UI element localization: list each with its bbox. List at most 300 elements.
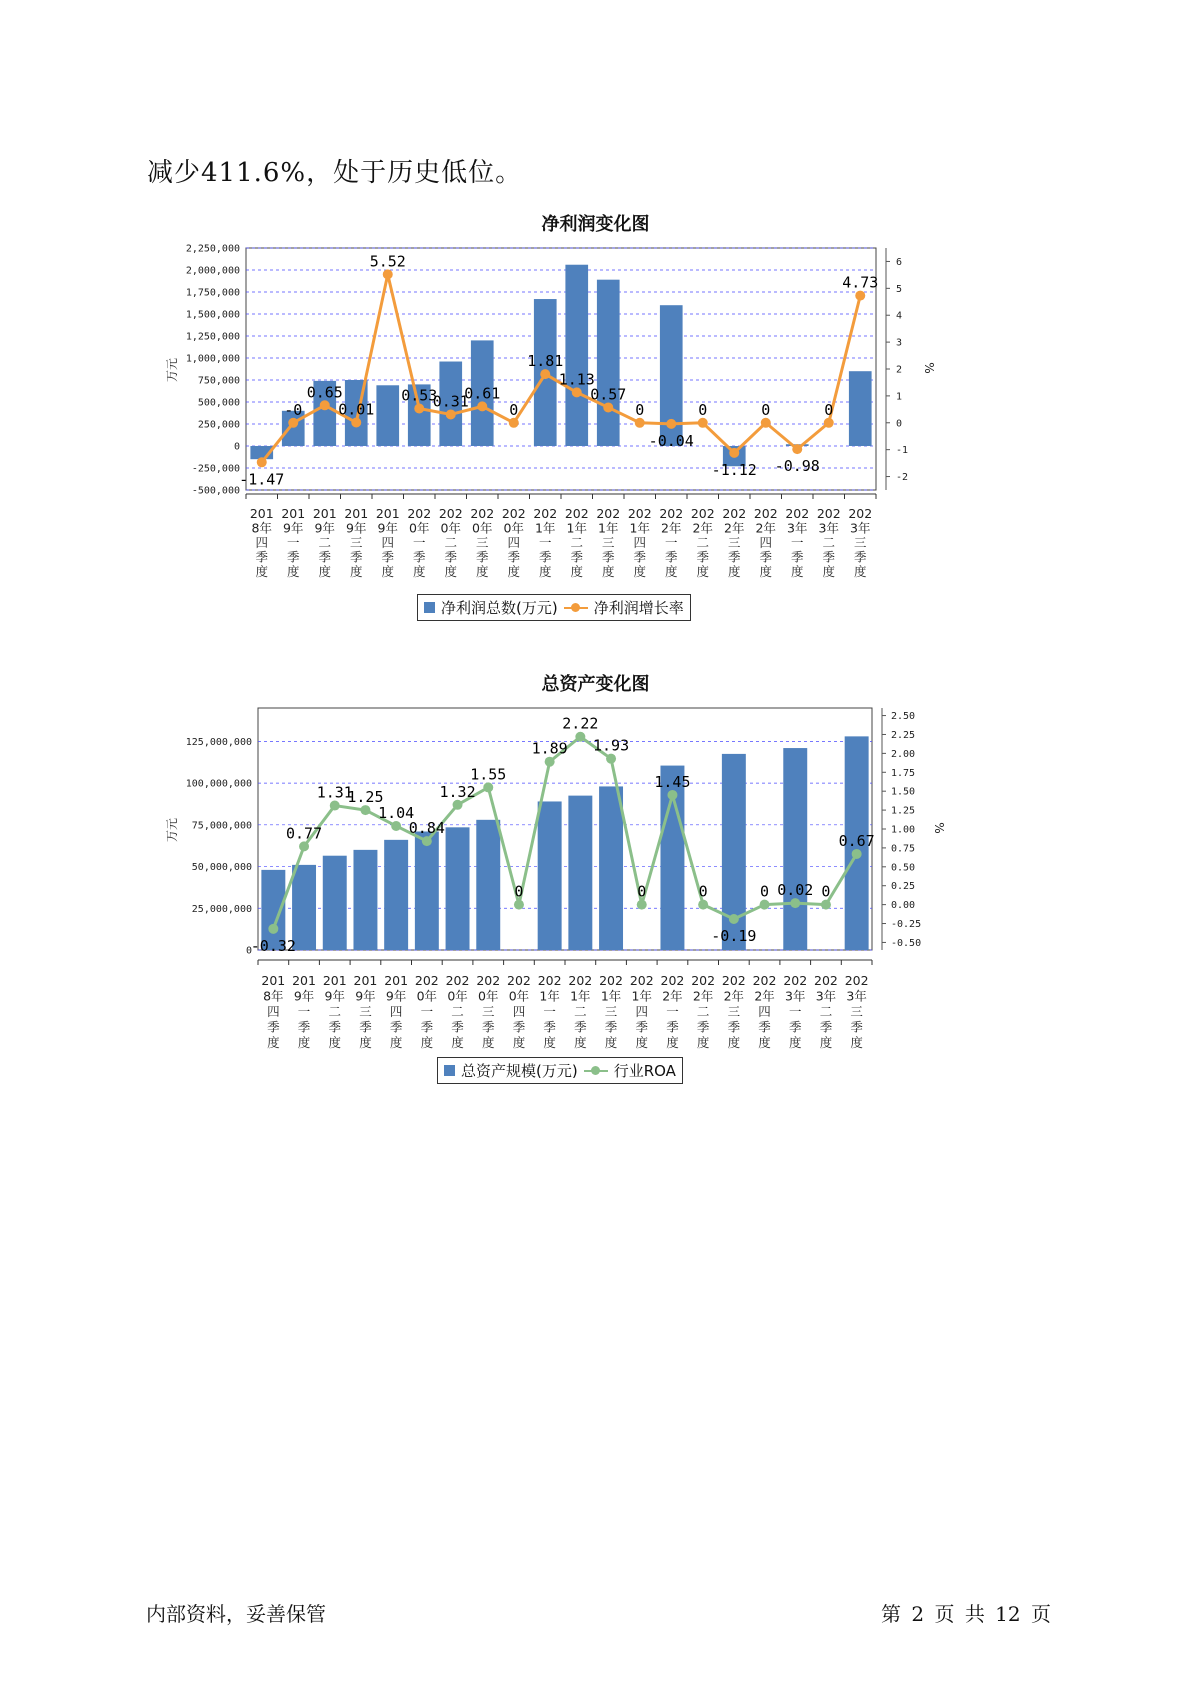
data-point [391,821,401,831]
x-tick-label: 季 [420,1019,434,1035]
x-tick-label: 季 [481,1019,495,1035]
x-tick-label: 季 [318,549,332,565]
x-tick-label: 202 [501,506,526,521]
x-tick-label: 202 [470,506,495,521]
x-tick-label: 202 [438,506,463,521]
x-tick-label: 三 [850,1004,863,1019]
x-tick-label: 二 [444,535,458,550]
x-tick-label: 202 [816,506,841,521]
x-tick-label: 四 [633,535,647,550]
x-tick-label: 度 [543,1035,556,1050]
x-tick-label: 3年 [850,520,871,536]
bar [323,856,347,950]
y-tick-label: 750,000 [197,375,240,387]
x-tick-label: 季 [538,549,552,565]
data-label: 0 [635,400,645,419]
data-label: 0.31 [432,392,469,411]
data-label: 0.61 [464,384,501,403]
x-tick-label: 1年 [570,988,591,1004]
x-tick-label: 度 [451,1035,464,1050]
x-tick-label: 季 [412,549,426,565]
x-tick-label: 202 [414,973,439,988]
x-tick-label: 202 [629,973,654,988]
bar [415,832,439,950]
x-tick-label: 度 [727,1035,741,1050]
y-axis-label: 万元 [165,357,179,383]
x-tick-label: 度 [318,564,332,579]
x-tick-label: 1年 [598,520,619,536]
x-tick-label: 2年 [661,520,682,536]
x-tick-label: 202 [659,506,684,521]
bar [446,827,470,950]
x-tick-label: 0年 [472,520,493,536]
footer-page-number: 第 2 页 共 12 页 [881,1602,1051,1626]
x-tick-label: 度 [328,1035,342,1050]
x-tick-label: 季 [451,1019,464,1035]
x-tick-label: 1年 [629,520,650,536]
x-tick-label: 201 [281,506,306,521]
footer-confidential: 内部资料，妥善保管 [146,1602,326,1626]
x-tick-label: 度 [538,564,552,579]
x-tick-label: 二 [822,535,836,550]
data-label: 4.73 [842,273,879,292]
data-label: 0 [824,400,834,419]
legend-line-swatch [584,1065,608,1076]
x-tick-label: 三 [481,1004,495,1019]
x-tick-label: 3年 [785,988,806,1004]
legend-label-growth: 净利润增长率 [593,599,684,617]
x-tick-label: 季 [543,1019,556,1035]
x-tick-label: 三 [601,535,615,550]
x-tick-label: 二 [570,535,584,550]
data-point [483,782,493,792]
x-tick-label: 度 [512,1035,526,1050]
x-tick-label: 201 [384,973,409,988]
x-tick-label: 201 [344,506,369,521]
x-tick-label: 0年 [440,520,461,536]
x-tick-label: 度 [267,1035,280,1050]
data-label: 0.02 [777,881,814,900]
x-tick-label: 季 [389,1019,403,1035]
x-tick-label: 201 [312,506,337,521]
data-label: 2.22 [562,714,599,733]
y-tick-label: 0 [245,945,252,957]
data-label: 0 [698,882,708,901]
data-label: 0 [514,882,524,901]
x-tick-label: 季 [633,549,647,565]
y2-tick-label: 0.00 [891,900,916,912]
y2-tick-label: 0.50 [891,862,916,874]
y2-tick-label: 4 [896,310,903,322]
x-tick-label: 9年 [314,520,335,536]
data-label: 0.57 [590,385,627,404]
data-label: 1.13 [558,370,595,389]
data-point [606,754,616,764]
x-tick-label: 季 [727,1019,741,1035]
x-tick-label: 季 [328,1019,342,1035]
y-tick-label: 100,000,000 [185,778,252,790]
data-point [575,732,585,742]
x-tick-label: 四 [758,1004,771,1019]
x-tick-label: 四 [267,1004,280,1019]
x-tick-label: 二 [696,1004,710,1019]
x-tick-label: 四 [512,1004,526,1019]
x-tick-label: 三 [853,535,867,550]
x-tick-label: 202 [445,973,470,988]
y2-tick-label: 1.75 [891,767,916,779]
x-tick-label: 一 [666,1004,679,1019]
bar [353,850,377,950]
x-tick-label: 季 [850,1019,863,1035]
y-tick-label: 25,000,000 [191,903,252,915]
x-tick-label: 3年 [818,520,839,536]
y2-tick-label: 2.50 [891,711,916,723]
y2-tick-label: 1 [896,391,903,403]
data-point [667,790,677,800]
x-tick-label: 202 [690,506,715,521]
x-tick-label: 0年 [508,988,530,1004]
x-tick-label: 度 [574,1035,587,1050]
y-tick-label: -250,000 [191,463,240,475]
x-tick-label: 二 [696,535,710,550]
x-tick-label: 0年 [416,988,438,1004]
y-tick-label: 75,000,000 [191,820,252,832]
x-tick-label: 0年 [503,520,524,536]
data-point [760,900,770,910]
x-tick-label: 二 [574,1004,587,1019]
x-tick-label: 202 [783,973,808,988]
data-label: 0 [509,400,519,419]
data-point [330,801,340,811]
x-tick-label: 202 [596,506,621,521]
x-tick-label: 度 [604,1035,618,1050]
x-tick-label: 度 [822,564,836,579]
data-point [790,898,800,908]
y-tick-label: 500,000 [197,397,240,409]
x-tick-label: 季 [255,549,269,565]
x-tick-label: 一 [543,1004,556,1019]
x-tick-label: 度 [389,1035,403,1050]
x-tick-label: 度 [475,564,489,579]
x-tick-label: 季 [790,549,804,565]
x-tick-label: 季 [666,1019,679,1035]
x-tick-label: 2年 [692,520,713,536]
x-tick-label: 季 [696,1019,710,1035]
data-label: 0.84 [408,819,445,838]
x-tick-label: 一 [788,1004,802,1019]
y2-tick-label: 2.25 [891,729,916,741]
x-tick-label: 度 [570,564,584,579]
x-tick-label: 9年 [377,520,398,536]
data-label: -1.12 [711,460,757,479]
x-tick-label: 9年 [283,520,304,536]
x-tick-label: 度 [420,1035,434,1050]
y2-tick-label: 2 [896,364,903,376]
intro-text: 减少411.6%，处于历史低位。 [147,158,523,188]
x-tick-label: 三 [475,535,489,550]
x-tick-label: 201 [292,973,316,988]
x-tick-label: 季 [822,549,836,565]
x-tick-label: 季 [286,549,300,565]
x-tick-label: 二 [451,1004,464,1019]
x-tick-label: 1年 [631,988,652,1004]
x-tick-label: 一 [664,535,678,550]
x-tick-label: 度 [601,564,615,579]
x-tick-label: 度 [758,1035,771,1050]
data-label: 1.31 [316,783,353,802]
x-tick-label: 一 [420,1004,434,1019]
x-tick-label: 季 [444,549,458,565]
x-tick-label: 度 [297,1035,311,1050]
y2-tick-label: -2 [896,472,909,484]
data-label: 0.67 [838,831,875,850]
y-tick-label: 1,750,000 [185,287,240,299]
data-point [268,924,278,934]
x-tick-label: 9年 [355,988,376,1004]
x-tick-label: 201 [353,973,378,988]
data-point [545,757,555,767]
y2-tick-label: 6 [896,256,903,268]
bar [538,801,562,950]
x-tick-label: 三 [604,1004,618,1019]
data-label: 0 [698,400,708,419]
x-tick-label: 季 [758,1019,771,1035]
x-tick-label: 2年 [755,520,776,536]
x-tick-label: 度 [359,1035,372,1050]
y-tick-label: -500,000 [191,485,240,497]
data-label: 1.81 [527,352,564,371]
x-tick-label: 202 [407,506,432,521]
data-label: 1.93 [592,736,630,755]
y2-tick-label: 5 [896,283,903,295]
data-label: 1.89 [531,739,568,758]
data-point [637,900,647,910]
y2-tick-label: 1.50 [891,786,916,798]
x-tick-label: 3年 [846,988,867,1004]
data-label: 1.04 [378,803,415,822]
y2-axis-label: % [932,822,946,834]
x-tick-label: 度 [850,1035,863,1050]
x-tick-label: 8年 [251,520,272,536]
x-tick-label: 四 [381,535,395,550]
y2-tick-label: -1 [896,445,909,457]
x-tick-label: 度 [635,1035,649,1050]
x-tick-label: 季 [359,1019,372,1035]
x-tick-label: 2年 [662,988,683,1004]
x-tick-label: 202 [722,506,747,521]
x-tick-label: 度 [666,1035,679,1050]
bar [476,820,500,950]
y-tick-label: 0 [233,441,240,453]
y2-tick-label: 0.75 [891,843,916,855]
x-tick-label: 季 [349,549,363,565]
x-tick-label: 201 [375,506,400,521]
data-label: 0.65 [306,383,343,402]
x-tick-label: 三 [359,1004,372,1019]
legend-bar-swatch [444,1065,455,1076]
x-tick-label: 9年 [385,988,407,1004]
x-tick-label: 度 [696,564,710,579]
legend-label-roa: 行业ROA [613,1062,676,1080]
data-label: 5.52 [369,252,406,271]
x-tick-label: 度 [819,1035,833,1050]
x-tick-label: 9年 [346,520,367,536]
x-tick-label: 三 [727,1004,741,1019]
x-tick-label: 四 [507,535,521,550]
x-tick-label: 度 [790,564,804,579]
x-tick-label: 3年 [815,988,837,1004]
x-tick-label: 度 [349,564,363,579]
x-tick-label: 二 [819,1004,833,1019]
x-tick-label: 四 [759,535,773,550]
x-tick-label: 度 [696,1035,710,1050]
x-tick-label: 9年 [324,988,345,1004]
x-tick-label: 202 [844,973,869,988]
data-label: 1.32 [439,782,476,801]
x-tick-label: 度 [381,564,395,579]
x-tick-label: 季 [604,1019,618,1035]
data-label: -0.19 [711,926,757,945]
x-tick-label: 度 [788,1035,802,1050]
x-tick-label: 季 [475,549,489,565]
x-tick-label: 201 [249,506,274,521]
y2-tick-label: -0.25 [891,919,922,931]
x-tick-label: 季 [664,549,678,565]
bar [783,748,807,950]
x-tick-label: 202 [476,973,501,988]
data-point [514,900,524,910]
x-tick-label: 二 [328,1004,342,1019]
x-tick-label: 一 [286,535,300,550]
chart-title-total-assets: 总资产变化图 [541,674,650,695]
x-tick-label: 2年 [724,520,745,536]
x-tick-label: 二 [318,535,332,550]
x-tick-label: 度 [412,564,426,579]
legend-label-net-profit: 净利润总数(万元) [441,599,558,617]
x-tick-label: 度 [633,564,647,579]
x-tick-label: 202 [721,973,746,988]
x-tick-label: 202 [507,973,531,988]
x-tick-label: 三 [349,535,363,550]
x-tick-label: 3年 [787,520,808,536]
data-label: 0 [761,400,771,419]
x-tick-label: 0年 [447,988,468,1004]
data-label: 0 [637,882,647,901]
x-tick-label: 2年 [692,988,714,1004]
x-tick-label: 四 [255,535,269,550]
x-tick-label: 9年 [293,988,315,1004]
x-tick-label: 四 [389,1004,403,1019]
x-tick-label: 度 [507,564,521,579]
x-tick-label: 季 [696,549,710,565]
data-label: -0 [284,400,303,419]
x-tick-label: 季 [601,549,615,565]
x-tick-label: 1年 [600,988,622,1004]
x-tick-label: 季 [574,1019,587,1035]
bar [384,840,408,950]
x-tick-label: 度 [444,564,458,579]
y2-tick-label: 0 [896,418,903,430]
x-tick-label: 季 [819,1019,833,1035]
x-tick-label: 一 [790,535,804,550]
x-tick-label: 202 [691,973,716,988]
y2-axis-label: % [922,362,936,374]
x-tick-label: 202 [568,973,593,988]
x-tick-label: 201 [322,973,347,988]
x-tick-label: 季 [507,549,521,565]
data-label: 1.55 [470,765,507,784]
x-tick-label: 三 [727,535,741,550]
x-tick-label: 度 [727,564,741,579]
y2-tick-label: 0.25 [891,881,916,893]
data-point [453,800,463,810]
data-label: -0.04 [648,431,694,450]
data-label: 1.25 [347,788,384,807]
x-tick-label: 季 [512,1019,526,1035]
x-tick-label: 1年 [535,520,556,536]
x-tick-label: 四 [635,1004,649,1019]
x-tick-label: 度 [286,564,300,579]
x-tick-label: 1年 [566,520,587,536]
y2-tick-label: 3 [896,337,903,349]
x-tick-label: 季 [727,549,741,565]
x-tick-label: 季 [297,1019,311,1035]
x-tick-label: 一 [412,535,426,550]
x-tick-label: 2年 [754,988,775,1004]
y2-tick-label: -0.50 [891,937,922,949]
total-assets-legend [437,1057,683,1084]
x-tick-label: 202 [752,973,777,988]
data-point [729,914,739,924]
x-tick-label: 202 [533,506,558,521]
x-tick-label: 一 [538,535,552,550]
data-label: -0.98 [774,457,820,476]
data-label: 0 [821,882,831,901]
data-label: 0.77 [285,824,323,843]
y-tick-label: 1,250,000 [185,331,240,343]
data-label: 1.45 [654,772,691,791]
bar [568,796,592,950]
x-tick-label: 度 [853,564,867,579]
x-tick-label: 8年 [263,988,284,1004]
chart-title-net-profit: 净利润变化图 [541,214,650,235]
y-tick-label: 1,000,000 [185,353,240,365]
data-point [360,805,370,815]
x-tick-label: 一 [297,1004,311,1019]
x-tick-label: 202 [564,506,589,521]
data-label: 0.01 [338,400,375,419]
x-tick-label: 202 [785,506,810,521]
x-tick-label: 202 [627,506,652,521]
x-tick-label: 202 [660,973,685,988]
x-tick-label: 度 [664,564,678,579]
x-tick-label: 1年 [539,988,560,1004]
y2-tick-label: 1.00 [891,824,916,836]
y-tick-label: 1,500,000 [185,309,240,321]
x-tick-label: 度 [255,564,269,579]
x-tick-label: 202 [537,973,562,988]
bar [599,786,623,950]
y-tick-label: 2,000,000 [185,265,240,277]
x-tick-label: 度 [759,564,773,579]
y-tick-label: 2,250,000 [185,243,240,255]
data-point [299,841,309,851]
x-tick-label: 季 [570,549,584,565]
x-tick-label: 季 [267,1019,280,1035]
x-tick-label: 202 [814,973,838,988]
y-axis-label: 万元 [165,817,179,843]
y-tick-label: 50,000,000 [191,862,252,874]
